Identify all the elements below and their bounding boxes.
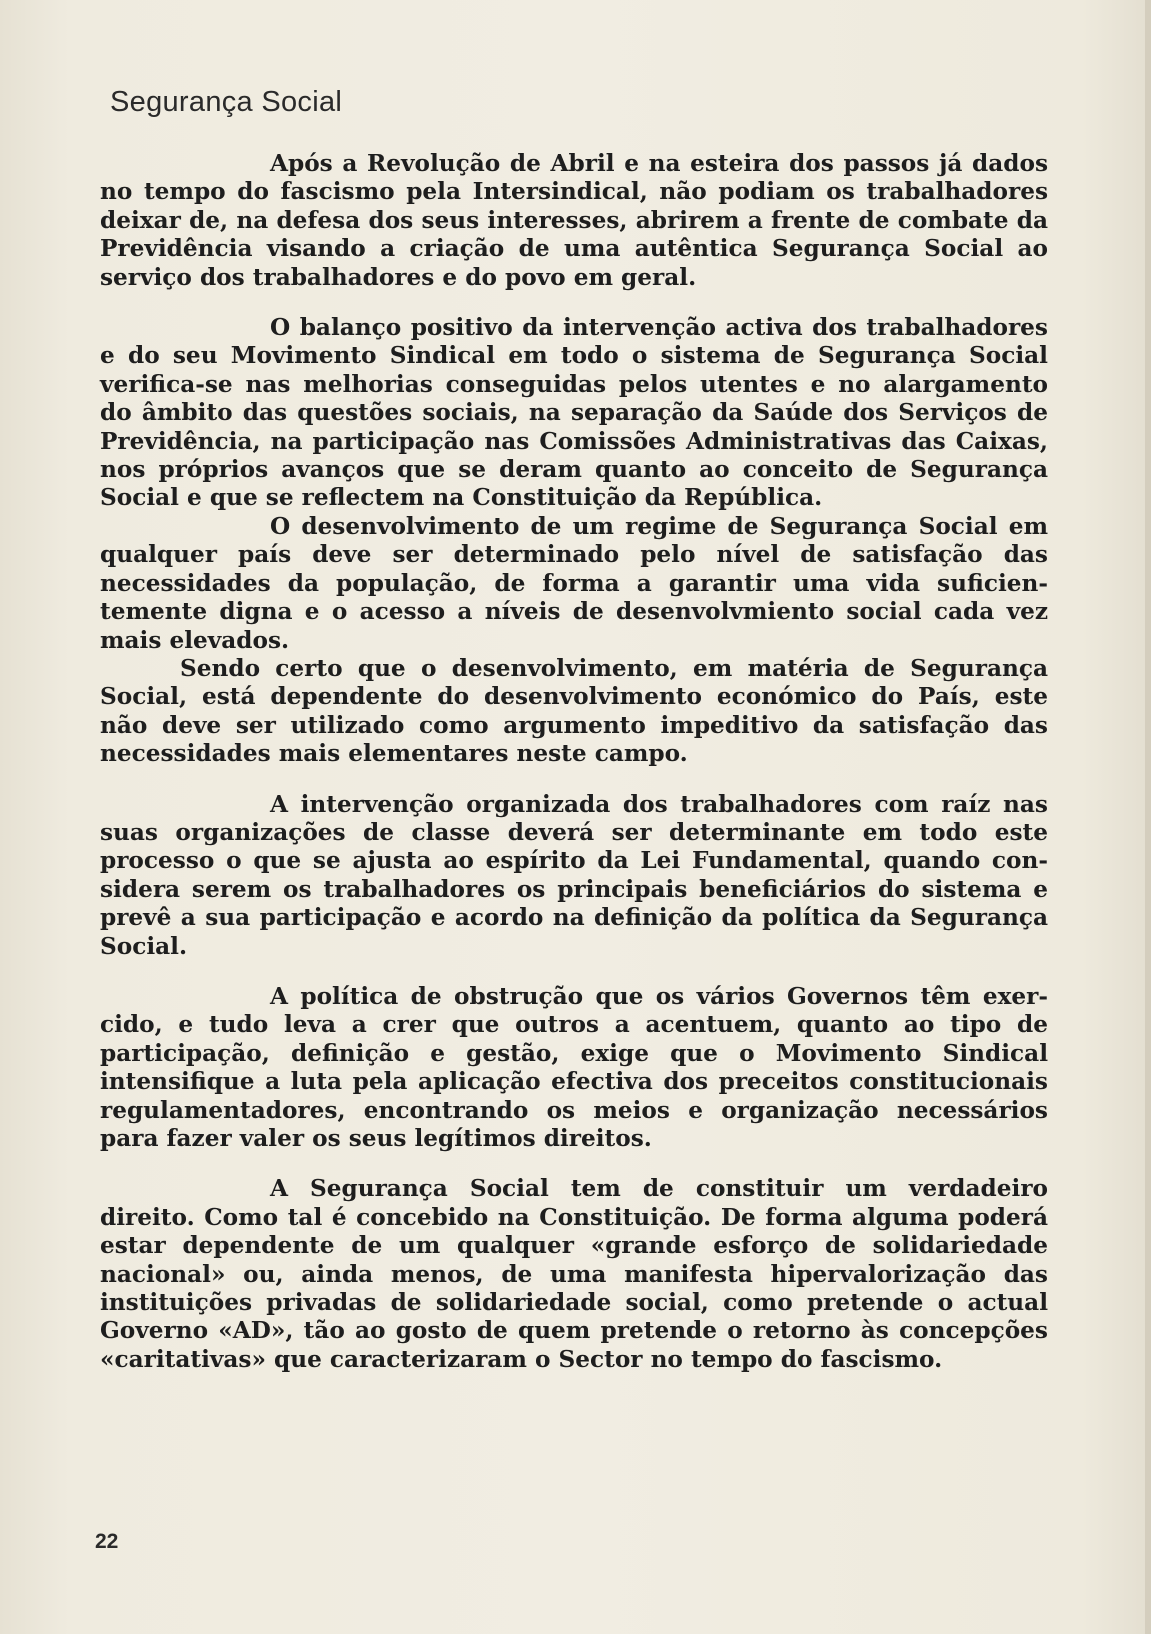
page-number: 22 [95,1530,119,1553]
paragraph-4: Sendo certo que o desenvolvimento, em matéria de Segurança Social, está dependente do desenvolvimento económico do País, este não deve ser utilizado como argumento impeditivo da satisfação das necessidades mais elementares neste campo. [100,654,1048,768]
paragraph-1: Após a Revolução de Abril e na esteira dos passos já dados no tempo do fascismo pela Intersindical, não podiam os trabalhadores deixar de, na defesa dos seus interesses, abrirem a frente de combate da Previdência visando a criação de uma autêntica Segurança Social ao serviço dos trabalhadores e do povo em geral. [100,150,1048,291]
paragraph-7: A Segurança Social tem de constituir um verdadeiro direito. Como tal é concebido na Constituição. De forma alguma poderá estar dependente de um qualquer «grande esforço de solidariedade nacional» ou, ainda menos, de uma manifesta hipervalorização das instituições privadas de solidariedade social, como pretende o actual Governo «AD», tão ao gosto de quem pretende o retorno às concepções «caritativas» que caracterizaram o Sector no tempo do fascismo. [100,1175,1048,1373]
body-text [100,150,1048,1374]
paragraph-3: O desenvolvimento de um regime de Segurança Social em qualquer país deve ser determinado pelo nível de satisfação das necessidades da população, de forma a garantir uma vida suficientemente digna e o acesso a níveis de desenvolvmiento social cada vez mais elevados. [100,512,1048,654]
paragraph-5: A intervenção organizada dos trabalhadores com raíz nas suas organizações de classe deverá ser determinante em todo este processo o que se ajusta ao espírito da Lei Fundamental, quando considera serem os trabalhadores os principais beneficiários do sistema e prevê a sua participação e acordo na definição da política da Segurança Social. [100,790,1048,960]
section-title: Segurança Social [110,86,343,118]
paragraph-2: O balanço positivo da intervenção activa dos trabalhadores e do seu Movimento Sindical em todo o sistema de Segurança Social verifica-se nas melhorias conseguidas pelos utentes e no alargamento do âmbito das questões sociais, na separação da Saúde dos Serviços de Previdência, na participação nas Comissões Administrativas das Caixas, nos próprios avanços que se deram quanto ao conceito de Segurança Social e que se reflectem na Constituição da República. [100,314,1048,512]
page-edge [1145,0,1151,1634]
paragraph-6: A política de obstrução que os vários Governos têm exercido, e tudo leva a crer que outros a acentuem, quanto ao tipo de participação, definição e gestão, exige que o Movimento Sindical intensifique a luta pela aplicação efectiva dos preceitos constitucionais regulamentadores, encontrando os meios e organização necessários para fazer valer os seus legítimos direitos. [100,982,1048,1152]
